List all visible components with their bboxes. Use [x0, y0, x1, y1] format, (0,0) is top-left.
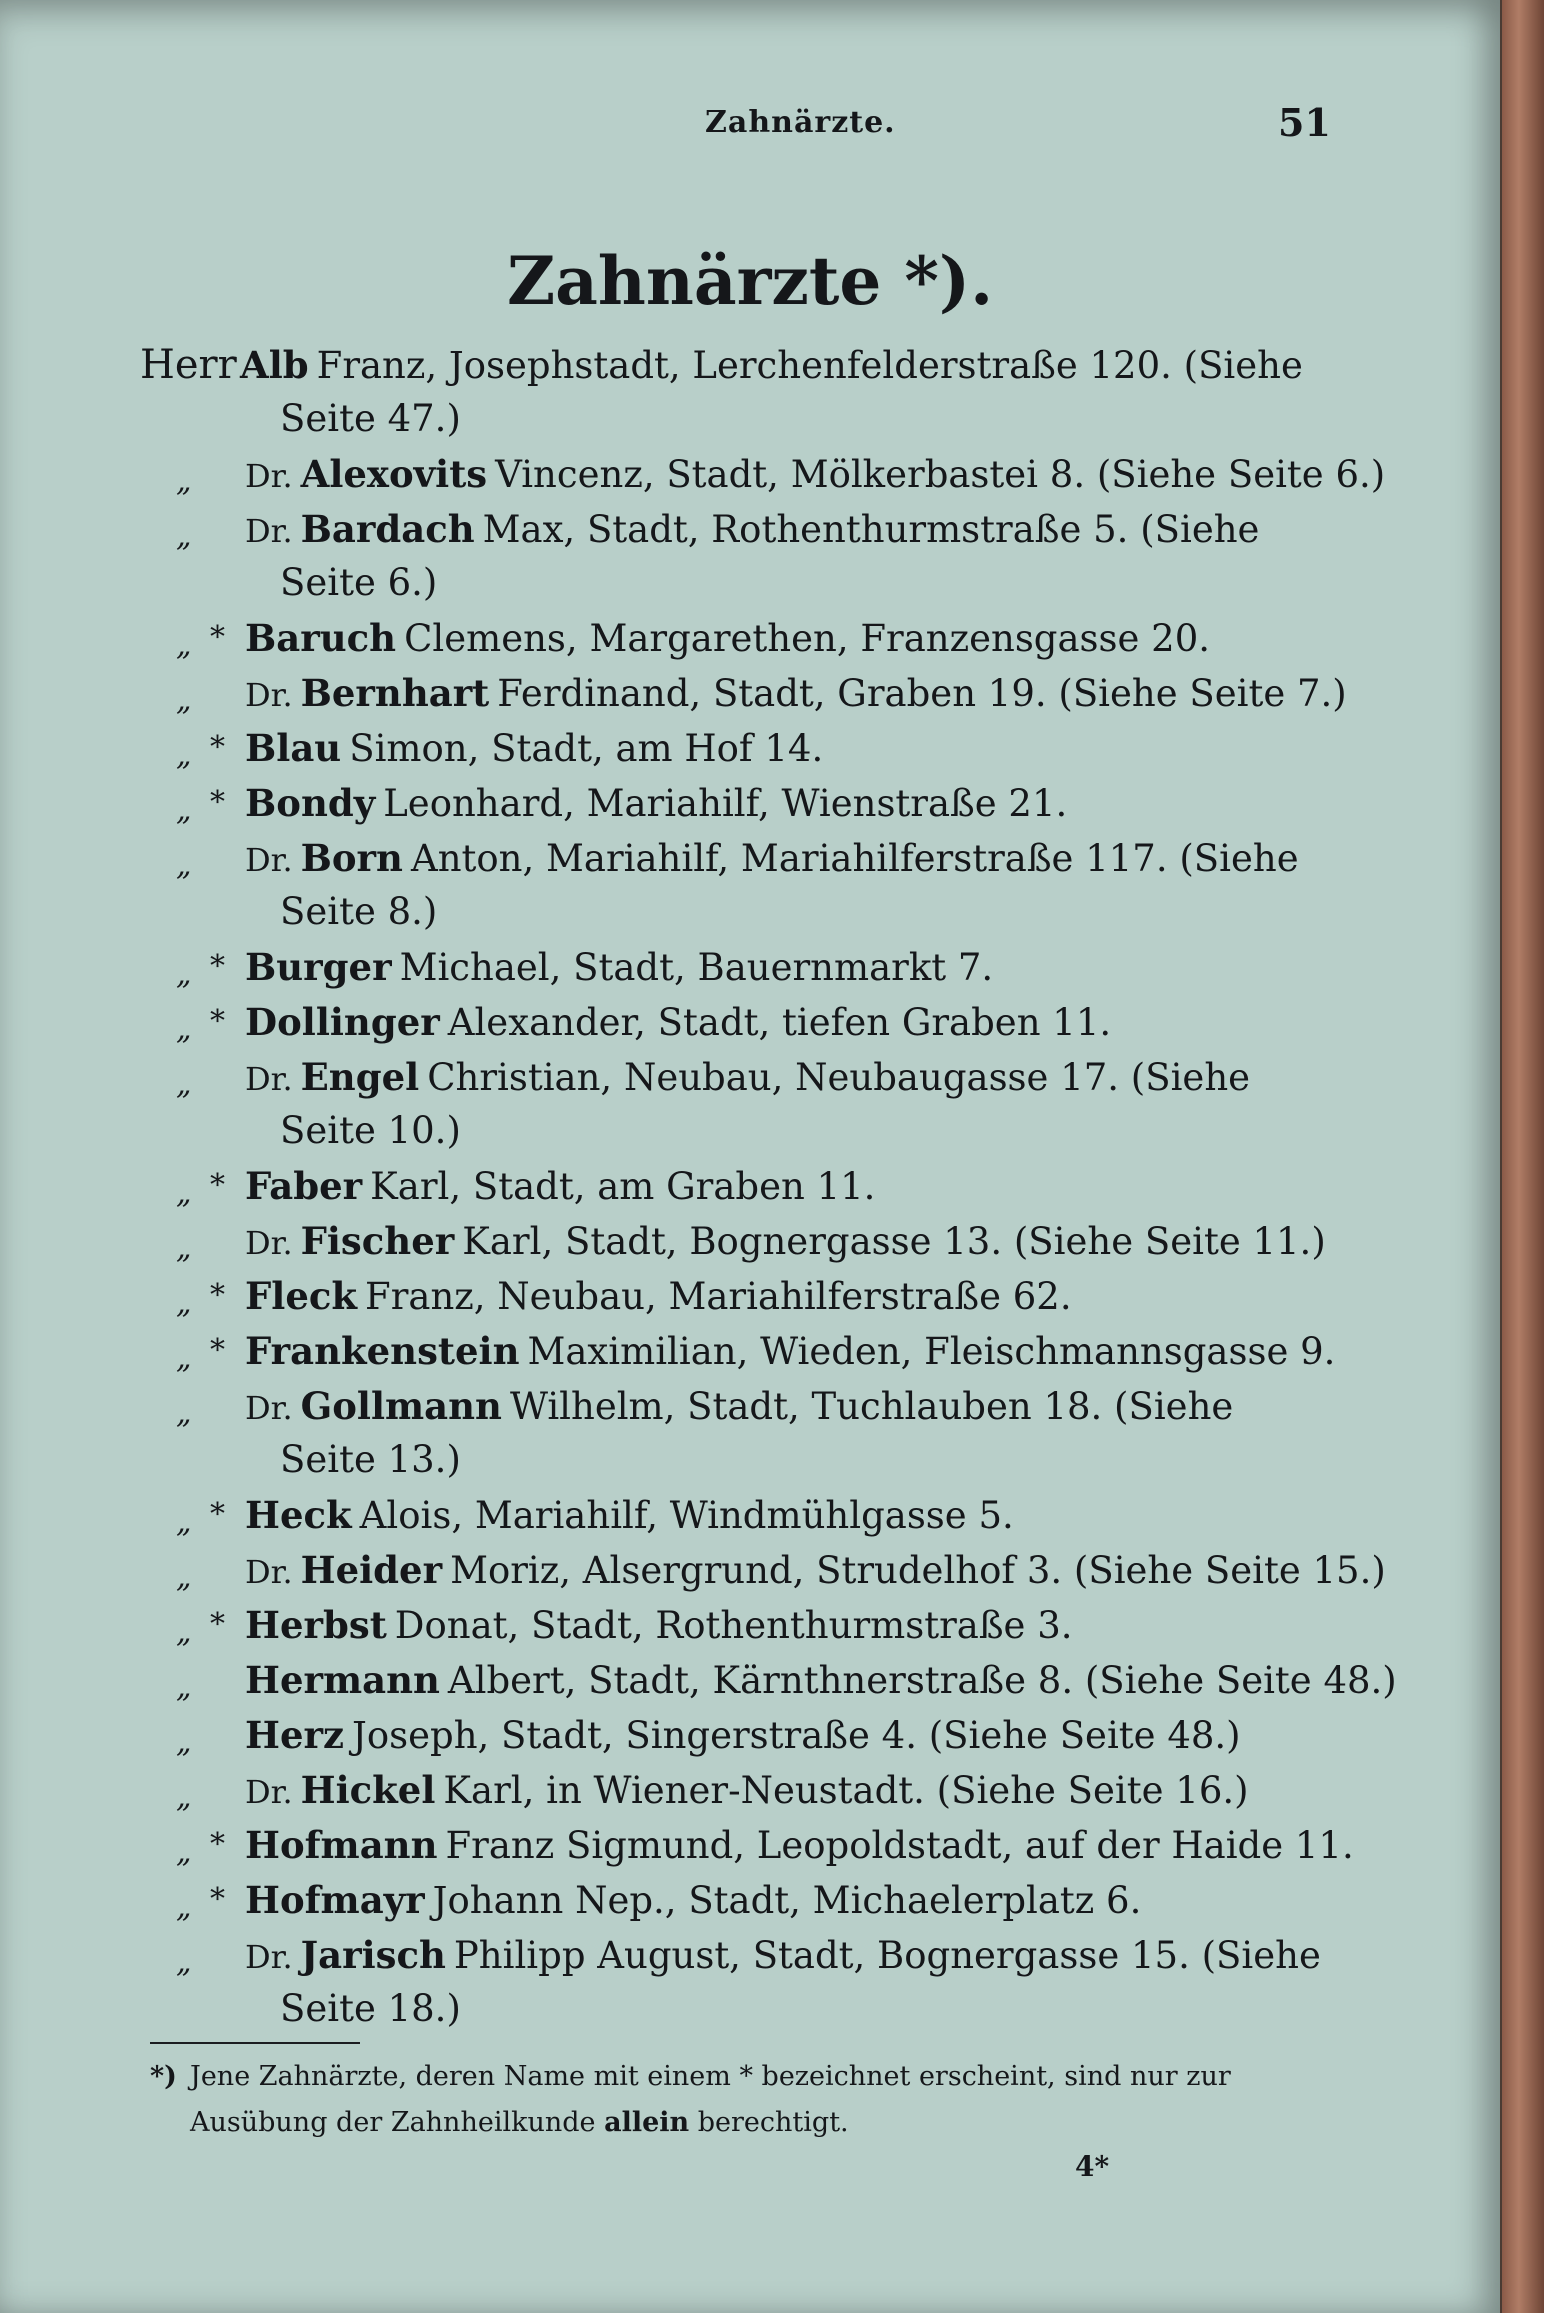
entry-star: *	[210, 1607, 225, 1642]
entry-surname: Bernhart	[300, 671, 490, 715]
entry-line	[245, 1763, 1249, 1819]
entry-line	[245, 1269, 1072, 1324]
entry-surname: Herz	[245, 1713, 345, 1757]
ditto-mark: „	[176, 1067, 192, 1102]
entry-surname: Hofmann	[245, 1823, 438, 1867]
ditto-mark: „	[176, 1780, 192, 1815]
ditto-mark: „	[176, 1725, 192, 1760]
entry-continuation: Seite 47.)	[280, 397, 461, 440]
entry-details: Johann Nep., Stadt, Michaelerplatz 6.	[432, 1879, 1142, 1922]
entry-details: Joseph, Stadt, Singerstraße 4. (Siehe Seite 48.)	[352, 1714, 1241, 1757]
ditto-mark: „	[176, 1012, 192, 1047]
ditto-mark: „	[176, 738, 192, 773]
ditto-mark: „	[176, 1286, 192, 1321]
entry-details: Franz, Neubau, Mariahilferstraße 62.	[365, 1275, 1072, 1318]
entry-title: Dr.	[245, 1389, 293, 1427]
entry-line	[245, 1488, 1014, 1543]
entry-details: Vincenz, Stadt, Mölkerbastei 8. (Siehe Seite 6.)	[495, 453, 1386, 496]
footnote	[150, 2054, 1350, 2146]
entry-line	[245, 1214, 1326, 1270]
ditto-mark: „	[176, 793, 192, 828]
entry-details: Max, Stadt, Rothenthurmstraße 5. (Siehe	[482, 508, 1260, 551]
entry-line	[245, 1543, 1386, 1599]
entry-details: Karl, Stadt, Bognergasse 13. (Siehe Seite 11.)	[462, 1220, 1326, 1263]
entry-continuation: Seite 13.)	[280, 1438, 461, 1481]
entry-title: Dr.	[245, 512, 293, 550]
entry-surname: Gollmann	[300, 1384, 502, 1428]
entry-continuation: Seite 10.)	[280, 1109, 461, 1152]
entry-line	[245, 1653, 1397, 1708]
entry-details: Karl, in Wiener-Neustadt. (Siehe Seite 16.)	[443, 1769, 1249, 1812]
ditto-mark: „	[176, 1176, 192, 1211]
entry-details: Michael, Stadt, Bauernmarkt 7.	[399, 946, 994, 989]
entry-surname: Heck	[245, 1493, 352, 1537]
entry-line	[245, 1818, 1354, 1873]
entry-line	[245, 1928, 1321, 1984]
entry-details: Karl, Stadt, am Graben 11.	[370, 1165, 876, 1208]
ditto-mark: „	[176, 628, 192, 663]
footnote-emphasis: allein	[604, 2107, 690, 2138]
entry-surname: Hofmayr	[245, 1878, 425, 1922]
entry-surname: Jarisch	[300, 1933, 446, 1977]
entry-line	[245, 1050, 1250, 1106]
entry-line	[245, 1708, 1241, 1763]
entry-details: Clemens, Margarethen, Franzensgasse 20.	[404, 617, 1211, 660]
entry-line	[245, 831, 1299, 887]
ditto-mark: „	[176, 519, 192, 554]
entry-details: Alois, Mariahilf, Windmühlgasse 5.	[359, 1494, 1014, 1537]
entry-details: Ferdinand, Stadt, Graben 19. (Siehe Seite 7.)	[497, 672, 1347, 715]
ditto-mark: „	[176, 1505, 192, 1540]
entry-surname: Bardach	[300, 507, 475, 551]
footnote-text-end: berechtigt.	[697, 2107, 849, 2138]
entry-line	[245, 1598, 1073, 1653]
entry-title: Dr.	[245, 457, 293, 495]
book-edge	[1502, 0, 1544, 2313]
entry-details: Anton, Mariahilf, Mariahilferstraße 117. (Siehe	[410, 837, 1299, 880]
entry-details: Maximilian, Wieden, Fleischmannsgasse 9.	[527, 1330, 1336, 1373]
entry-surname: Baruch	[245, 616, 397, 660]
entry-star: *	[210, 1497, 225, 1532]
ditto-mark: „	[176, 1945, 192, 1980]
entry-line	[245, 1324, 1335, 1379]
entry-line	[245, 940, 993, 995]
entry-title: Dr.	[245, 841, 293, 879]
entry-line	[245, 447, 1385, 503]
entry-line	[245, 502, 1259, 558]
entry-star: *	[210, 1168, 225, 1203]
entry-details: Franz, Josephstadt, Lerchenfelderstraße 120. (Siehe	[316, 344, 1303, 387]
footnote-rule	[150, 2042, 360, 2044]
entry-title: Dr.	[245, 1224, 293, 1262]
entry-star: *	[210, 1333, 225, 1368]
footnote-mark: *)	[150, 2061, 177, 2092]
entry-title: Dr.	[245, 676, 293, 714]
ditto-mark: „	[176, 464, 192, 499]
entry-surname: Hickel	[300, 1768, 436, 1812]
entry-title: Dr.	[245, 1938, 293, 1976]
entry-star: *	[210, 1882, 225, 1917]
entry-continuation: Seite 18.)	[280, 1987, 461, 2030]
entry-line	[245, 1379, 1233, 1435]
entry-surname: Fleck	[245, 1274, 358, 1318]
entry-surname: Engel	[300, 1055, 420, 1099]
entry-surname: Herbst	[245, 1603, 387, 1647]
page-number: 51	[1278, 100, 1331, 145]
ditto-mark: „	[176, 957, 192, 992]
entry-details: Franz Sigmund, Leopoldstadt, auf der Haide 11.	[445, 1824, 1354, 1867]
entry-details: Christian, Neubau, Neubaugasse 17. (Siehe	[427, 1056, 1251, 1099]
ditto-mark: „	[176, 848, 192, 883]
entry-continuation: Seite 6.)	[280, 561, 438, 604]
entry-continuation: Seite 8.)	[280, 890, 438, 933]
entry-details: Alexander, Stadt, tiefen Graben 11.	[447, 1001, 1112, 1044]
footnote-text: Jene Zahnärzte, deren Name mit einem * bezeichnet erscheint, sind nur zur Ausübung der Zahnheilkunde	[190, 2061, 1231, 2138]
entry-star: *	[210, 949, 225, 984]
entry-surname: Heider	[300, 1548, 443, 1592]
entry-line	[245, 995, 1111, 1050]
entry-star: *	[210, 1827, 225, 1862]
entry-surname: Blau	[245, 726, 342, 770]
entry-star: *	[210, 730, 225, 765]
entry-title: Dr.	[245, 1773, 293, 1811]
entry-line	[245, 666, 1347, 722]
entry-salutation: Herr	[140, 342, 237, 388]
section-title: Zahnärzte *).	[506, 242, 994, 320]
ditto-mark: „	[176, 1560, 192, 1595]
entry-line	[245, 1159, 875, 1214]
ditto-mark: „	[176, 1231, 192, 1266]
entry-line	[240, 338, 1303, 393]
ditto-mark: „	[176, 1341, 192, 1376]
entry-line	[245, 721, 823, 776]
ditto-mark: „	[176, 1835, 192, 1870]
ditto-mark: „	[176, 1615, 192, 1650]
entry-details: Wilhelm, Stadt, Tuchlauben 18. (Siehe	[509, 1385, 1234, 1428]
entry-star: *	[210, 620, 225, 655]
entry-line	[245, 611, 1210, 666]
entry-surname: Burger	[245, 945, 392, 989]
entry-title: Dr.	[245, 1553, 293, 1591]
entry-surname: Fischer	[300, 1219, 455, 1263]
entry-title: Dr.	[245, 1060, 293, 1098]
ditto-mark: „	[176, 1396, 192, 1431]
entry-details: Donat, Stadt, Rothenthurmstraße 3.	[394, 1604, 1073, 1647]
entry-star: *	[210, 785, 225, 820]
entry-star: *	[210, 1278, 225, 1313]
entry-details: Moriz, Alsergrund, Strudelhof 3. (Siehe Seite 15.)	[450, 1549, 1386, 1592]
entry-line	[245, 776, 1067, 831]
entry-surname: Born	[300, 836, 403, 880]
entry-surname: Dollinger	[245, 1000, 440, 1044]
entry-star: *	[210, 1004, 225, 1039]
entry-surname: Faber	[245, 1164, 363, 1208]
ditto-mark: „	[176, 1890, 192, 1925]
ditto-mark: „	[176, 683, 192, 718]
entry-surname: Alexovits	[300, 452, 488, 496]
entry-surname: Frankenstein	[245, 1329, 520, 1373]
entry-surname: Bondy	[245, 781, 376, 825]
ditto-mark: „	[176, 1670, 192, 1705]
entry-details: Simon, Stadt, am Hof 14.	[349, 727, 824, 770]
entry-details: Albert, Stadt, Kärnthnerstraße 8. (Siehe Seite 48.)	[447, 1659, 1397, 1702]
entry-details: Leonhard, Mariahilf, Wienstraße 21.	[383, 782, 1068, 825]
running-head: Zahnärzte.	[705, 105, 896, 140]
entry-details: Philipp August, Stadt, Bognergasse 15. (Siehe	[453, 1934, 1321, 1977]
signature-mark: 4*	[1075, 2150, 1110, 2183]
entry-surname: Alb	[240, 343, 309, 387]
entry-line	[245, 1873, 1141, 1928]
entry-surname: Hermann	[245, 1658, 440, 1702]
